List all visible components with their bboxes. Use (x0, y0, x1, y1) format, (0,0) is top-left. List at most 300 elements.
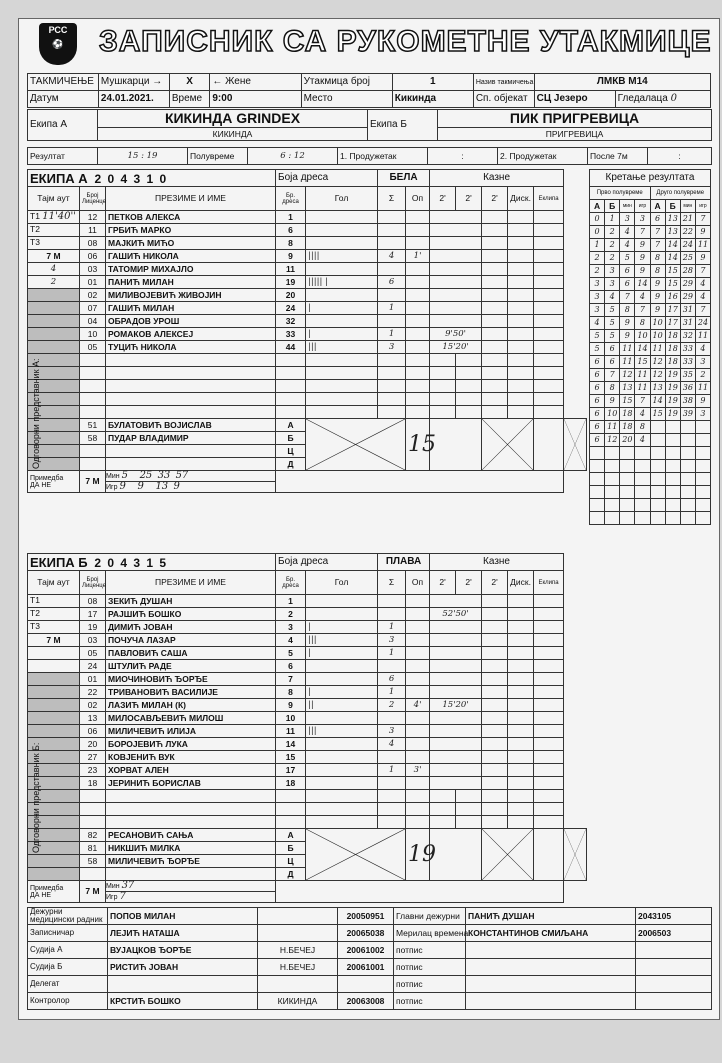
staff-place: КИКИНДА (258, 993, 338, 1010)
staff-place: Н.БЕЧЕЈ (258, 959, 338, 976)
flow-cell: 4 (635, 434, 650, 447)
timeout-player: 7 (119, 891, 126, 902)
flow-cell: 38 (680, 395, 695, 408)
player-suspension (430, 738, 482, 751)
col-min: мин (620, 200, 635, 213)
team-code-digit: 1 (146, 171, 154, 186)
official-license (80, 868, 106, 881)
official-letter: Д (276, 868, 306, 881)
player-suspension (430, 725, 482, 738)
team-b-section (27, 553, 711, 903)
staff-role2: потпис (394, 976, 466, 993)
player-number: 1 (276, 595, 306, 608)
staff-role2: потпис (394, 993, 466, 1010)
player-name: ГАШИЋ МИЛАН (106, 302, 276, 315)
flow-cell: 2 (605, 226, 620, 239)
player-goal-tally: ||| (306, 725, 378, 738)
disq-header: Диск. (508, 187, 534, 211)
staff-name2: ПАНИЋ ДУШАН (466, 908, 636, 925)
result-value: 15 : 19 (98, 148, 188, 165)
player-license: 06 (80, 725, 106, 738)
flow-cell: 9 (620, 317, 635, 330)
player-goal-tally: | (306, 328, 378, 341)
seven-m-label: 7 М (80, 881, 106, 903)
sum-header: Σ (378, 571, 406, 595)
player-name: ТУЦИЋ НИКОЛА (106, 341, 276, 354)
flow-cell: 3 (695, 356, 710, 369)
disq-header: Диск. (508, 571, 534, 595)
flow-cell: 7 (635, 395, 650, 408)
staff-name: ВУЈАЦКОВ ЂОРЂЕ (108, 942, 258, 959)
comp-name: ЛМКВ М14 (534, 74, 710, 91)
player-license: 05 (80, 341, 106, 354)
jersey-label: Боја дреса (276, 170, 378, 187)
player-name: ШТУЛИЋ РАДЕ (106, 660, 276, 673)
flow-cell: 1 (590, 239, 605, 252)
staff-role2: Мерилац времена (394, 925, 466, 942)
player-name: ПОЧУЧА ЛАЗАР (106, 634, 276, 647)
staff-license: 20063008 (338, 993, 394, 1010)
date-label: Датум (28, 91, 99, 108)
player-goal-sum (378, 263, 406, 276)
staff-name: ЛЕЈИЋ НАТАША (108, 925, 258, 942)
flow-cell: 9 (650, 278, 665, 291)
player-name: ПАНИЋ МИЛАН (106, 276, 276, 289)
flow-cell: 6 (590, 356, 605, 369)
flow-cell: 14 (665, 239, 680, 252)
player-goal-tally (306, 660, 378, 673)
player-license: 07 (80, 302, 106, 315)
team-total-goals: 19 (406, 829, 430, 881)
note-yes: ДА (30, 481, 40, 489)
seven-m-value (28, 660, 80, 673)
player-warning: 3' (406, 764, 430, 777)
player-name: РОМАКОВ АЛЕКСЕЈ (106, 328, 276, 341)
match-meta-table (27, 73, 711, 108)
player-goal-tally (306, 673, 378, 686)
staff-name2: КОНСТАНТИНОВ СМИЉАНА (466, 925, 636, 942)
player-warning (406, 777, 430, 790)
flow-cell: 5 (590, 343, 605, 356)
note-no: НЕ (41, 481, 52, 489)
jersey-header: Бр. дреса (276, 571, 306, 595)
warn-header: Оп (406, 187, 430, 211)
official-license: 51 (80, 419, 106, 432)
flow-cell: 7 (635, 304, 650, 317)
player-number: 10 (276, 712, 306, 725)
staff-table (27, 907, 712, 1010)
player-number: 17 (276, 764, 306, 777)
team-code-digit: 0 (107, 171, 115, 186)
official-letter: Б (276, 842, 306, 855)
player-suspension (430, 289, 482, 302)
player-goal-sum (378, 777, 406, 790)
player-goal-sum: 1 (378, 302, 406, 315)
player-goal-sum: 6 (378, 673, 406, 686)
timeout-label: Т3 (30, 237, 40, 247)
flow-cell: 4 (635, 291, 650, 304)
player-license: 12 (80, 211, 106, 224)
player-goal-sum (378, 660, 406, 673)
staff-license2 (636, 959, 712, 976)
staff-license: 20061002 (338, 942, 394, 959)
name-header: ПРЕЗИМЕ И ИМЕ (106, 187, 276, 211)
flow-cell: 18 (620, 408, 635, 421)
player-goal-sum: 3 (378, 725, 406, 738)
player-goal-tally: | (306, 647, 378, 660)
flow-cell: 22 (680, 226, 695, 239)
staff-name (108, 976, 258, 993)
team-label: ЕКИПА Б (30, 554, 88, 570)
staff-name: ПОПОВ МИЛАН (108, 908, 258, 925)
player-suspension (430, 595, 482, 608)
flow-cell: 4 (620, 226, 635, 239)
player-suspension: 15'20' (430, 341, 482, 354)
flow-cell: 19 (665, 395, 680, 408)
team-code-digit: 3 (133, 171, 141, 186)
team-rep-label: Одговорни представник Б: (31, 742, 41, 853)
timeout-minute: 57 (175, 470, 189, 481)
player-warning (406, 738, 430, 751)
player-goal-sum: 1 (378, 686, 406, 699)
flow-cell: 13 (620, 382, 635, 395)
col-a: А (650, 200, 665, 213)
flow-cell: 15 (650, 408, 665, 421)
flow-cell: 5 (605, 330, 620, 343)
timeout-player: 13 (155, 481, 169, 492)
player-license: 27 (80, 751, 106, 764)
score-sheet (18, 18, 720, 1020)
player-goal-tally (306, 289, 378, 302)
player-warning (406, 725, 430, 738)
flow-cell: 17 (665, 304, 680, 317)
flow-cell: 19 (665, 382, 680, 395)
timeout-header: Тајм аут (28, 571, 80, 595)
flow-cell: 15 (665, 278, 680, 291)
flow-cell: 9 (695, 252, 710, 265)
player-license: 02 (80, 289, 106, 302)
staff-role2: потпис (394, 959, 466, 976)
player-suspension (430, 302, 482, 315)
official-name (106, 868, 276, 881)
official-letter: Д (276, 458, 306, 471)
flow-cell: 35 (680, 369, 695, 382)
player-name: КОВЈЕНИЋ ВУК (106, 751, 276, 764)
flow-cell: 6 (605, 356, 620, 369)
player-name: ЈЕРИНИЋ БОРИСЛАВ (106, 777, 276, 790)
player-warning (406, 302, 430, 315)
player-license: 05 (80, 647, 106, 660)
team-rep-label: Одговорни представник А: (31, 358, 41, 469)
staff-place (258, 925, 338, 942)
player-license: 08 (80, 237, 106, 250)
player-warning (406, 621, 430, 634)
flow-cell: 9 (635, 265, 650, 278)
flow-cell: 6 (590, 369, 605, 382)
flow-cell: 7 (620, 291, 635, 304)
jersey-label: Боја дреса (276, 554, 378, 571)
player-suspension (430, 686, 482, 699)
flow-cell: 3 (590, 304, 605, 317)
min2-header: 2' (456, 187, 482, 211)
seven-m-value: 2 (28, 276, 80, 289)
flow-cell: 3 (605, 265, 620, 278)
flow-cell: 11 (695, 239, 710, 252)
timeout-label: Т1 (30, 595, 40, 605)
flow-cell: 20 (620, 434, 635, 447)
seven-m-label: 7 М (28, 634, 80, 647)
flow-cell: 17 (665, 317, 680, 330)
after7-label: После 7м (588, 148, 648, 165)
flow-cell: 33 (680, 343, 695, 356)
after7-value: : (648, 148, 712, 165)
col-b: Б (605, 200, 620, 213)
flow-cell: 8 (650, 265, 665, 278)
staff-name: КРСТИЋ БОШКО (108, 993, 258, 1010)
flow-cell: 11 (605, 421, 620, 434)
team-code-digit: 0 (159, 171, 167, 186)
staff-name2 (466, 942, 636, 959)
jersey-color: БЕЛА (378, 170, 430, 187)
player-number: 4 (276, 634, 306, 647)
flow-cell: 13 (665, 213, 680, 226)
flow-cell: 5 (605, 304, 620, 317)
flow-cell: 29 (680, 291, 695, 304)
spectators-label: Гледалаца (617, 93, 668, 104)
official-license: 82 (80, 829, 106, 842)
men-mark: X (169, 74, 210, 91)
player-warning (406, 315, 430, 328)
ot1-label: 1. Продужетак (338, 148, 428, 165)
player-suspension (430, 250, 482, 263)
player-goal-sum (378, 751, 406, 764)
player-suspension (430, 647, 482, 660)
staff-name2 (466, 959, 636, 976)
flow-cell: 11 (620, 356, 635, 369)
player-suspension: 52'50' (430, 608, 482, 621)
flow-cell: 16 (665, 291, 680, 304)
sum-header: Σ (378, 187, 406, 211)
staff-role: Контролор (28, 993, 108, 1010)
flow-cell: 11 (635, 369, 650, 382)
timeout-header: Тајм аут (28, 187, 80, 211)
player-number: 9 (276, 250, 306, 263)
team-code-digit: 3 (133, 555, 141, 570)
player-suspension (430, 211, 482, 224)
staff-role: Судија А (28, 942, 108, 959)
staff-license: 20061001 (338, 959, 394, 976)
official-name: НИКШИЋ МИЛКА (106, 842, 276, 855)
comp-name-label: Назив такмичења (473, 74, 534, 91)
player-license: 18 (80, 777, 106, 790)
flow-cell: 4 (620, 239, 635, 252)
team-label: ЕКИПА А (30, 170, 88, 186)
timeout-label: Т2 (30, 608, 40, 618)
official-name (106, 445, 276, 458)
player-license: 01 (80, 673, 106, 686)
staff-license2: 2006503 (636, 925, 712, 942)
team-b-name: ПИК ПРИГРЕВИЦА (438, 110, 712, 128)
teams-table (27, 109, 712, 141)
flow-cell: 11 (650, 343, 665, 356)
staff-role: Записничар (28, 925, 108, 942)
player-license: 03 (80, 263, 106, 276)
player-number: 11 (276, 263, 306, 276)
staff-license2 (636, 942, 712, 959)
staff-place: Н.БЕЧЕЈ (258, 942, 338, 959)
page-title: ЗАПИСНИК СА РУКОМЕТНЕ УТАКМИЦЕ (99, 25, 712, 58)
note-no: НЕ (41, 891, 52, 899)
flow-cell: 3 (590, 278, 605, 291)
player-goal-tally (306, 777, 378, 790)
player-number: 33 (276, 328, 306, 341)
flow-cell: 13 (650, 382, 665, 395)
excl-header: Еклипа (534, 571, 564, 595)
player-warning (406, 634, 430, 647)
player-goal-sum: 1 (378, 328, 406, 341)
flow-cell: 14 (635, 278, 650, 291)
flow-header: Кретање резултата (590, 170, 711, 187)
penalties-header: Казне (430, 170, 564, 187)
flow-cell: 12 (620, 369, 635, 382)
player-name: ГРБИЋ МАРКО (106, 224, 276, 237)
flow-cell: 7 (650, 239, 665, 252)
flow-cell: 3 (620, 213, 635, 226)
player-warning (406, 686, 430, 699)
flow-cell: 15 (620, 395, 635, 408)
player-goal-sum: 4 (378, 250, 406, 263)
min2-header: 2' (456, 571, 482, 595)
player-goal-tally (306, 738, 378, 751)
flow-cell: 3 (605, 278, 620, 291)
timeout-label: Т2 (30, 224, 40, 234)
staff-name2 (466, 976, 636, 993)
flow-cell: 21 (680, 213, 695, 226)
team-b-label: Екипа Б (368, 110, 438, 141)
flow-cell: 7 (695, 265, 710, 278)
match-no-label: Утакмица број (301, 74, 392, 91)
timeout-label: Т3 (30, 621, 40, 631)
flow-cell: 5 (605, 317, 620, 330)
flow-cell: 0 (590, 226, 605, 239)
penalty-crossout (482, 829, 534, 881)
player-goal-tally: ||| (306, 634, 378, 647)
flow-cell: 8 (605, 382, 620, 395)
seven-m-label: 7 М (80, 471, 106, 493)
flow-cell: 15 (665, 265, 680, 278)
player-license: 19 (80, 621, 106, 634)
flow-cell: 29 (680, 278, 695, 291)
flow-cell: 8 (650, 252, 665, 265)
timeout-player: 9 (173, 481, 180, 492)
col-min: мин (680, 200, 695, 213)
first-half-header: Прво полувреме (590, 187, 651, 200)
player-license: 02 (80, 699, 106, 712)
player-suspension (430, 777, 482, 790)
player-suspension (430, 712, 482, 725)
team-a-city: КИКИНДА (98, 127, 368, 140)
team-code-digit: 5 (159, 555, 167, 570)
flow-cell: 4 (695, 343, 710, 356)
flow-cell: 39 (680, 408, 695, 421)
player-warning (406, 276, 430, 289)
ot2-label: 2. Продужетак (498, 148, 588, 165)
player-name: МИЛИЧЕВИЋ ИЛИЈА (106, 725, 276, 738)
flow-cell: 15 (635, 356, 650, 369)
player-goal-tally: ||||| | (306, 276, 378, 289)
excl-header: Еклипа (534, 187, 564, 211)
player-number: 8 (276, 686, 306, 699)
min2-header: 2' (482, 571, 508, 595)
player-goal-tally: |||| (306, 250, 378, 263)
player-goal-tally (306, 237, 378, 250)
staff-role: Судија Б (28, 959, 108, 976)
player-goal-tally (306, 224, 378, 237)
flow-cell: 18 (665, 330, 680, 343)
staff-license2 (636, 993, 712, 1010)
player-number: 19 (276, 276, 306, 289)
flow-cell: 3 (635, 213, 650, 226)
player-goal-sum: 3 (378, 341, 406, 354)
player-number: 1 (276, 211, 306, 224)
flow-cell: 32 (680, 330, 695, 343)
min2-header: 2' (430, 187, 456, 211)
official-letter: А (276, 419, 306, 432)
flow-cell: 13 (665, 226, 680, 239)
flow-cell: 5 (590, 330, 605, 343)
player-number: 9 (276, 699, 306, 712)
goal-header: Гол (306, 187, 378, 211)
goal-crossout (306, 829, 406, 881)
flow-cell: 9 (620, 330, 635, 343)
flow-cell: 4 (695, 278, 710, 291)
flow-cell: 3 (590, 291, 605, 304)
player-number: 15 (276, 751, 306, 764)
flow-cell: 7 (695, 304, 710, 317)
player-license: 20 (80, 738, 106, 751)
staff-role2: Главни дежурни (394, 908, 466, 925)
player-goal-tally: || (306, 699, 378, 712)
player-name: МИЛОСАВЉЕВИЋ МИЛОШ (106, 712, 276, 725)
official-name: ПУДАР ВЛАДИМИР (106, 432, 276, 445)
player-suspension (430, 660, 482, 673)
lic-header: Број Лиценце (80, 187, 106, 211)
player-license: 13 (80, 712, 106, 725)
min-label: Мин (106, 883, 120, 890)
official-license: 58 (80, 432, 106, 445)
result-label: Резултат (28, 148, 98, 165)
official-name (106, 458, 276, 471)
player-goal-tally (306, 211, 378, 224)
player-name: РАЈШИЋ БОШКО (106, 608, 276, 621)
timeout-minute: 33 (157, 470, 171, 481)
team-a-label: Екипа А (28, 110, 98, 141)
player-name: ПЕТКОВ АЛЕКСА (106, 211, 276, 224)
team-total-goals: 15 (406, 419, 430, 471)
player-goal-sum (378, 595, 406, 608)
flow-cell: 9 (605, 395, 620, 408)
player-warning (406, 263, 430, 276)
player-suspension (430, 263, 482, 276)
col-a: А (590, 200, 605, 213)
player-license: 10 (80, 328, 106, 341)
half-label: Полувреме (188, 148, 248, 165)
player-goal-tally: | (306, 621, 378, 634)
player-number: 6 (276, 224, 306, 237)
flow-cell: 10 (650, 330, 665, 343)
competition-label: ТАКМИЧЕЊЕ (28, 74, 99, 91)
staff-license2: 2043105 (636, 908, 712, 925)
